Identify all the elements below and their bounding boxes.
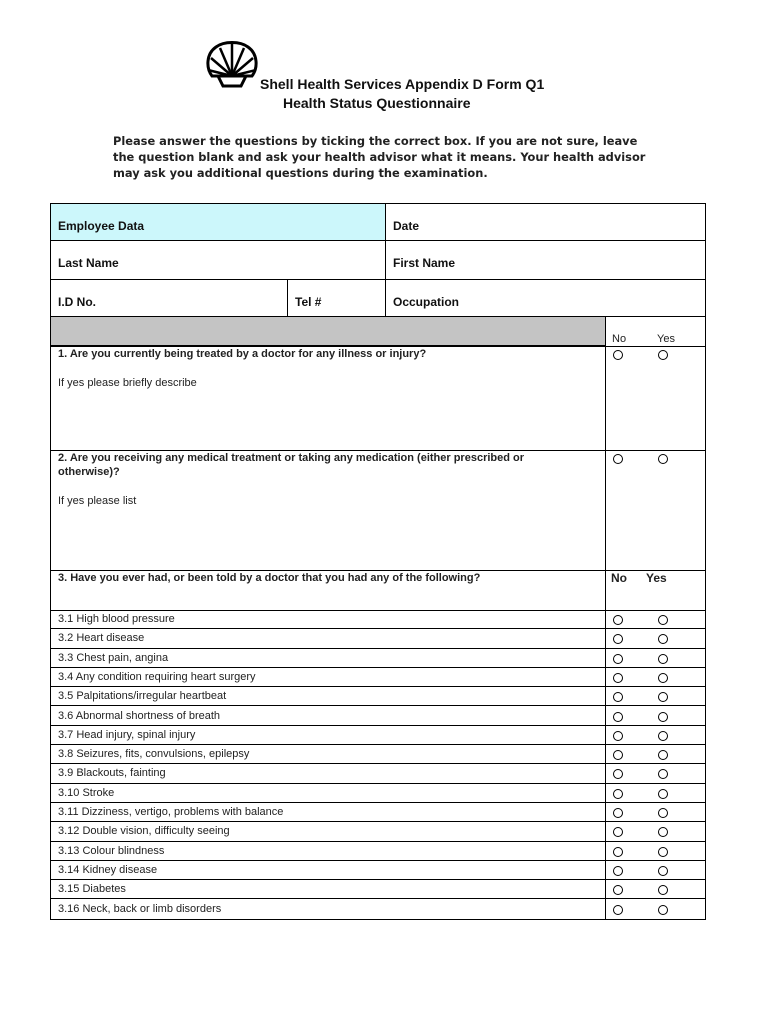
q2-yes-radio[interactable] bbox=[658, 454, 668, 464]
condition-label: 3.4 Any condition requiring heart surgery bbox=[58, 670, 256, 683]
condition-no-radio[interactable] bbox=[613, 673, 623, 683]
condition-yes-radio[interactable] bbox=[658, 847, 668, 857]
last-name-label: Last Name bbox=[58, 256, 119, 270]
instructions-text: Please answer the questions by ticking the correct box. If you are not sure, leave the question blank and ask your health advisor what it means. Your health advisor may ask you additional questions during the examination. bbox=[113, 134, 646, 180]
condition-label: 3.14 Kidney disease bbox=[58, 863, 158, 876]
occupation-label: Occupation bbox=[393, 295, 460, 309]
condition-no-radio[interactable] bbox=[613, 615, 623, 625]
question-2-line1: 2. Are you receiving any medical treatment or taking any medication (either prescribed or bbox=[58, 452, 525, 464]
condition-label: 3.1 High blood pressure bbox=[58, 613, 175, 625]
condition-label: 3.8 Seizures, fits, convulsions, epilepsy bbox=[58, 748, 250, 761]
condition-row bbox=[51, 726, 705, 745]
no-column-header: No bbox=[612, 333, 627, 345]
tel-label: Tel # bbox=[295, 295, 322, 309]
condition-row bbox=[51, 784, 705, 803]
id-no-field[interactable] bbox=[51, 280, 288, 317]
condition-row bbox=[51, 687, 705, 706]
shell-logo-icon bbox=[204, 40, 260, 90]
condition-no-radio[interactable] bbox=[613, 731, 623, 741]
tel-field[interactable] bbox=[288, 280, 386, 317]
condition-no-radio[interactable] bbox=[613, 654, 623, 664]
form-subtitle: Health Status Questionnaire bbox=[283, 95, 471, 111]
employee-data-header bbox=[51, 204, 386, 241]
condition-row bbox=[51, 707, 705, 726]
condition-yes-radio[interactable] bbox=[658, 673, 668, 683]
condition-yes-radio[interactable] bbox=[658, 654, 668, 664]
question-2-line2: otherwise)? bbox=[58, 466, 120, 478]
condition-label: 3.15 Diabetes bbox=[58, 883, 126, 896]
last-name-field[interactable] bbox=[51, 241, 386, 280]
date-field[interactable] bbox=[386, 204, 705, 241]
condition-yes-radio[interactable] bbox=[658, 634, 668, 644]
condition-row bbox=[51, 745, 705, 764]
condition-no-radio[interactable] bbox=[613, 905, 623, 915]
condition-no-radio[interactable] bbox=[613, 866, 623, 876]
condition-row bbox=[51, 668, 705, 687]
question-section-header bbox=[51, 317, 605, 346]
condition-label: 3.5 Palpitations/irregular heartbeat bbox=[58, 690, 227, 703]
condition-no-radio[interactable] bbox=[613, 789, 623, 799]
condition-row bbox=[51, 629, 705, 648]
condition-label: 3.3 Chest pain, angina bbox=[58, 651, 169, 664]
id-no-label: I.D No. bbox=[58, 295, 96, 309]
condition-row bbox=[51, 842, 705, 861]
condition-yes-radio[interactable] bbox=[658, 731, 668, 741]
condition-label: 3.16 Neck, back or limb disorders bbox=[58, 902, 222, 915]
question-3: 3. Have you ever had, or been told by a doctor that you had any of the following? bbox=[58, 572, 481, 584]
condition-label: 3.6 Abnormal shortness of breath bbox=[58, 709, 221, 722]
question-1-instruction: If yes please briefly describe bbox=[58, 377, 197, 389]
condition-no-radio[interactable] bbox=[613, 827, 623, 837]
condition-no-radio[interactable] bbox=[613, 692, 623, 702]
q2-no-radio[interactable] bbox=[613, 454, 623, 464]
condition-label: 3.7 Head injury, spinal injury bbox=[58, 728, 196, 741]
first-name-field[interactable] bbox=[386, 241, 705, 280]
condition-yes-radio[interactable] bbox=[658, 712, 668, 722]
condition-label: 3.12 Double vision, difficulty seeing bbox=[58, 825, 230, 838]
condition-yes-radio[interactable] bbox=[658, 615, 668, 625]
condition-label: 3.2 Heart disease bbox=[58, 632, 145, 645]
condition-row bbox=[51, 610, 705, 629]
q3-no-header: No bbox=[611, 571, 627, 585]
employee-data-label: Employee Data bbox=[58, 219, 145, 233]
condition-no-radio[interactable] bbox=[613, 808, 623, 818]
condition-yes-radio[interactable] bbox=[658, 750, 668, 760]
q1-yes-radio[interactable] bbox=[658, 350, 668, 360]
condition-yes-radio[interactable] bbox=[658, 866, 668, 876]
condition-row bbox=[51, 861, 705, 880]
question-2-instruction: If yes please list bbox=[58, 495, 137, 507]
condition-row bbox=[51, 649, 705, 668]
condition-no-radio[interactable] bbox=[613, 885, 623, 895]
condition-yes-radio[interactable] bbox=[658, 789, 668, 799]
condition-label: 3.13 Colour blindness bbox=[58, 844, 165, 857]
condition-yes-radio[interactable] bbox=[658, 885, 668, 895]
condition-yes-radio[interactable] bbox=[658, 692, 668, 702]
condition-row bbox=[51, 803, 705, 822]
condition-yes-radio[interactable] bbox=[658, 827, 668, 837]
yes-column-header: Yes bbox=[657, 333, 675, 345]
condition-yes-radio[interactable] bbox=[658, 905, 668, 915]
q1-no-radio[interactable] bbox=[613, 350, 623, 360]
condition-row bbox=[51, 822, 705, 841]
condition-no-radio[interactable] bbox=[613, 769, 623, 779]
row-divider bbox=[51, 570, 705, 571]
row-divider bbox=[51, 450, 705, 451]
occupation-field[interactable] bbox=[386, 280, 705, 317]
condition-yes-radio[interactable] bbox=[658, 808, 668, 818]
health-questionnaire-form bbox=[50, 203, 706, 920]
condition-no-radio[interactable] bbox=[613, 847, 623, 857]
condition-label: 3.9 Blackouts, fainting bbox=[58, 767, 166, 780]
question-1: 1. Are you currently being treated by a doctor for any illness or injury? bbox=[58, 348, 427, 360]
form-title: Shell Health Services Appendix D Form Q1 bbox=[260, 76, 545, 92]
condition-row bbox=[51, 764, 705, 783]
condition-label: 3.10 Stroke bbox=[58, 786, 115, 799]
condition-row bbox=[51, 880, 705, 899]
q3-yes-header: Yes bbox=[646, 571, 667, 585]
condition-no-radio[interactable] bbox=[613, 750, 623, 760]
row-divider bbox=[51, 346, 705, 347]
date-label: Date bbox=[393, 219, 420, 233]
first-name-label: First Name bbox=[393, 256, 456, 270]
condition-no-radio[interactable] bbox=[613, 634, 623, 644]
condition-yes-radio[interactable] bbox=[658, 769, 668, 779]
condition-row bbox=[51, 900, 705, 919]
condition-no-radio[interactable] bbox=[613, 712, 623, 722]
condition-label: 3.11 Dizziness, vertigo, problems with balance bbox=[58, 806, 284, 818]
